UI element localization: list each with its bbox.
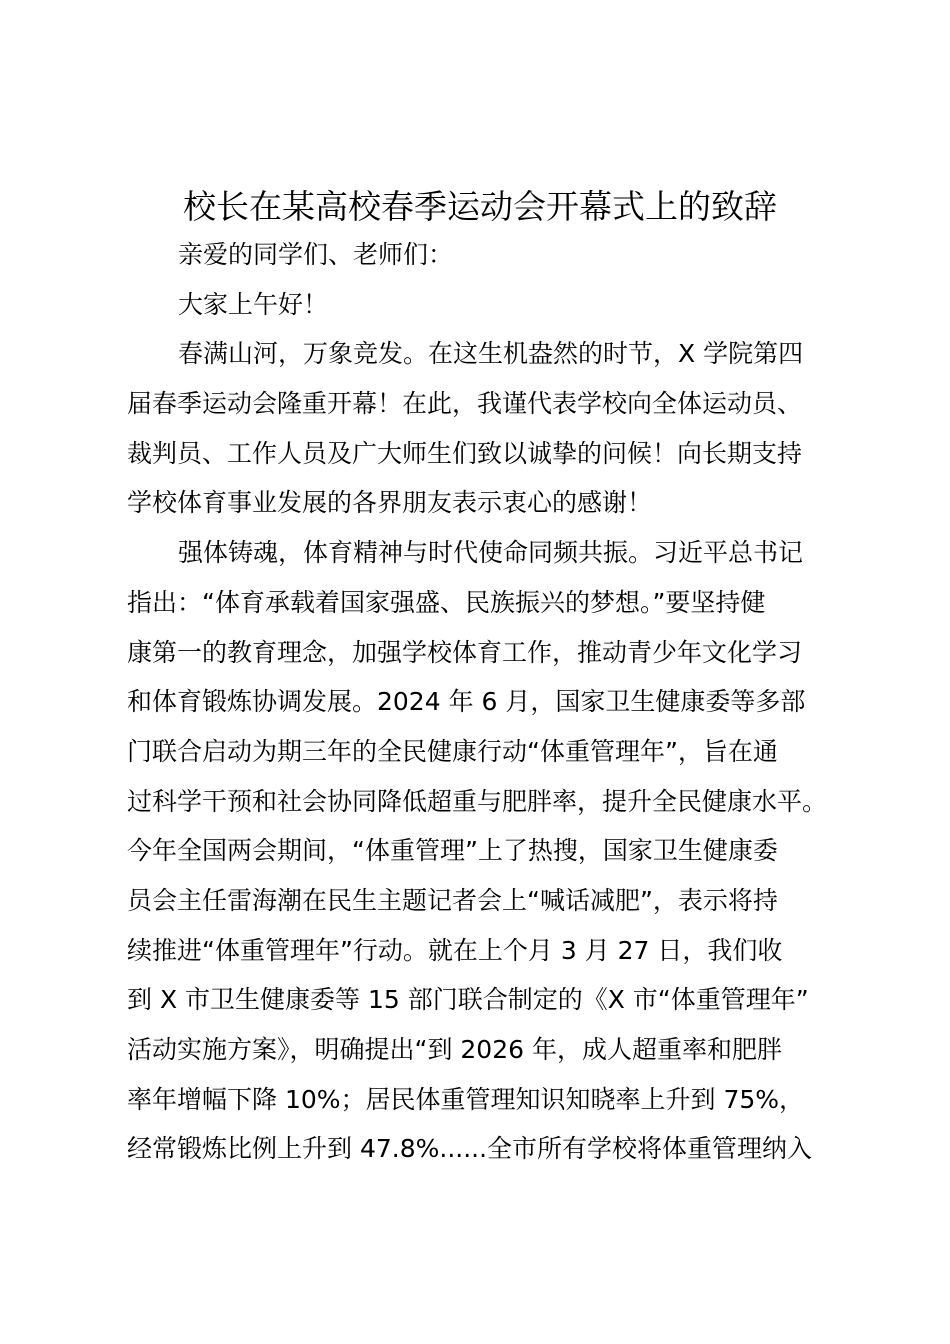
paragraph-1-line-3: 裁判员、工作人员及广大师生们致以诚挚的问候！向长期支持: [127, 438, 803, 468]
paragraph-2-line-10: 到 X 市卫生健康委等 15 部门联合制定的《X 市“体重管理年”: [127, 985, 809, 1015]
paragraph-2-line-2: 指出：“体育承载着国家强盛、民族振兴的梦想。”要坚持健: [127, 587, 766, 617]
paragraph-2-line-12: 率年增幅下降 10%；居民体重管理知识知晓率上升到 75%，: [127, 1084, 805, 1114]
paragraph-1-line-1: 春满山河，万象竞发。在这生机盎然的时节，X 学院第四: [178, 339, 804, 369]
paragraph-1-line-4: 学校体育事业发展的各界朋友表示衷心的感谢！: [127, 488, 653, 518]
paragraph-1-line-2: 届春季运动会隆重开幕！在此，我谨代表学校向全体运动员、: [127, 389, 803, 419]
paragraph-2-line-11: 活动实施方案》，明确提出“到 2026 年，成人超重率和肥胖: [127, 1035, 782, 1064]
document-title: 校长在某高校春季运动会开幕式上的致辞: [183, 187, 777, 226]
paragraph-2-line-8: 员会主任雷海潮在民生主题记者会上“喊话减肥”，表示将持: [127, 885, 778, 915]
paragraph-2-line-4: 和体育锻炼协调发展。2024 年 6 月，国家卫生健康委等多部: [127, 687, 806, 717]
paragraph-2-line-7: 今年全国两会期间，“体重管理”上了热搜，国家卫生健康委: [127, 836, 778, 866]
salutation-line: 亲爱的同学们、老师们：: [178, 240, 454, 269]
paragraph-2-line-9: 续推进“体重管理年”行动。就在上个月 3 月 27 日，我们收: [127, 935, 783, 965]
paragraph-2-line-6: 过科学干预和社会协同降低超重与肥胖率，提升全民健康水平。: [127, 786, 828, 816]
paragraph-2-line-1: 强体铸魂，体育精神与时代使命同频共振。习近平总书记: [178, 538, 804, 568]
greeting-line: 大家上午好！: [178, 289, 329, 319]
paragraph-2-line-13: 经常锻炼比例上升到 47.8%......全市所有学校将体重管理纳入: [127, 1134, 813, 1164]
paragraph-2-line-5: 门联合启动为期三年的全民健康行动“体重管理年”，旨在通: [127, 736, 778, 766]
paragraph-2-line-3: 康第一的教育理念，加强学校体育工作，推动青少年文化学习: [127, 637, 803, 667]
document-body: [127, 230, 835, 1174]
